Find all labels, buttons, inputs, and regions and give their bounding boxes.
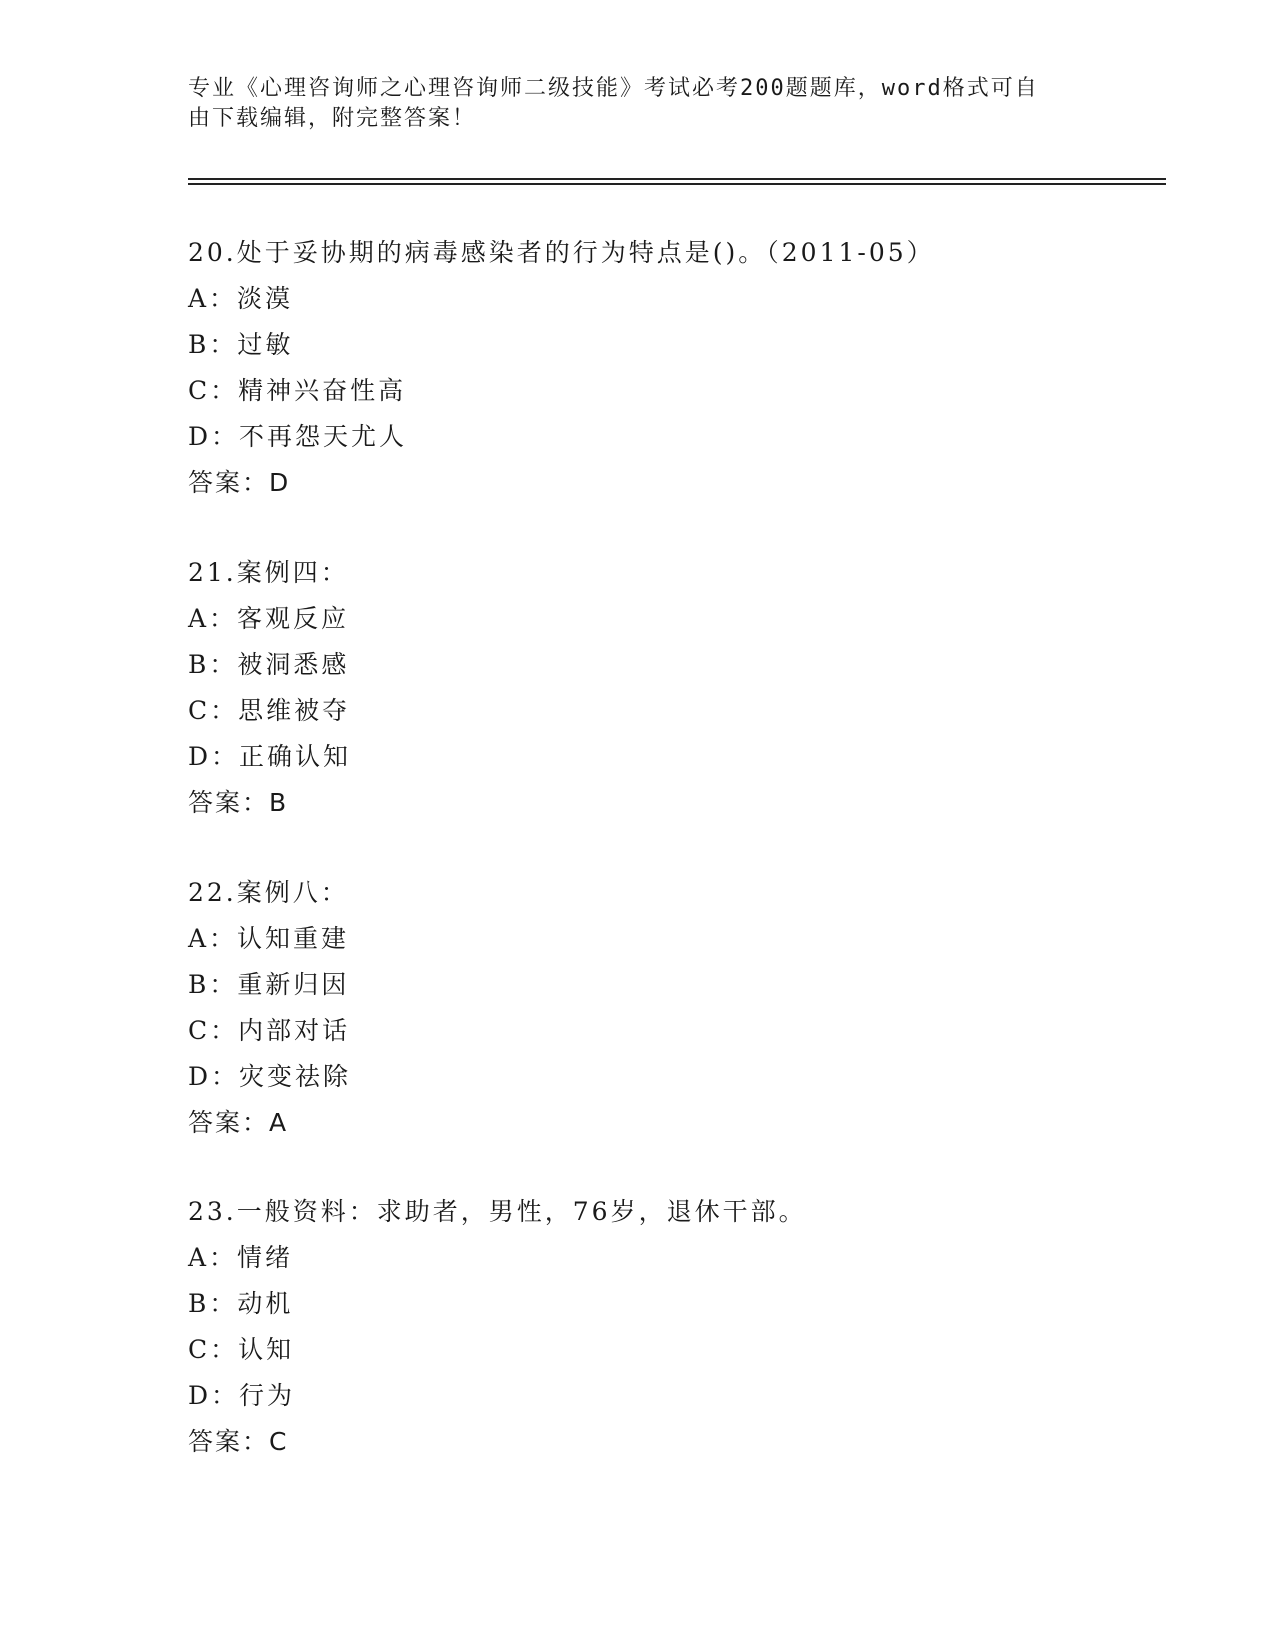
option-d: D：不再怨天尤人 (188, 422, 408, 451)
option-b: B：过敏 (188, 330, 294, 359)
header-divider-top (188, 178, 1166, 180)
option-b: B：动机 (188, 1289, 294, 1318)
question-20 (188, 230, 1128, 506)
option-d: D：灾变祛除 (188, 1062, 352, 1091)
option-a: A：认知重建 (188, 924, 350, 953)
answer-label: 答案：C (188, 1427, 289, 1456)
answer-label: 答案：D (188, 468, 291, 497)
option-c: C：思维被夺 (188, 696, 351, 725)
option-d: D：正确认知 (188, 742, 352, 771)
question-21 (188, 550, 1128, 826)
option-c: C：内部对话 (188, 1016, 351, 1045)
option-a: A：客观反应 (188, 604, 350, 633)
question-23 (188, 1189, 1128, 1465)
header-line-2: 由下载编辑，附完整答案！ (188, 106, 477, 131)
option-d: D：行为 (188, 1381, 296, 1410)
option-b: B：重新归因 (188, 970, 350, 999)
question-stem: 21.案例四： (188, 558, 349, 587)
option-a: A：情绪 (188, 1243, 294, 1272)
option-b: B：被洞悉感 (188, 650, 350, 679)
option-c: C：精神兴奋性高 (188, 376, 407, 405)
option-a: A：淡漠 (188, 284, 294, 313)
answer-label: 答案：A (188, 1108, 289, 1137)
question-stem: 20.处于妥协期的病毒感染者的行为特点是()。（2011-05） (188, 238, 935, 267)
header-divider-bottom (188, 183, 1166, 185)
document-header (188, 74, 1068, 134)
question-stem: 22.案例八： (188, 878, 349, 907)
answer-label: 答案：B (188, 788, 289, 817)
option-c: C：认知 (188, 1335, 295, 1364)
question-stem: 23.一般资料：求助者，男性，76岁，退休干部。 (188, 1197, 807, 1226)
header-line-1: 专业《心理咨询师之心理咨询师二级技能》考试必考200题题库，word格式可自 (188, 76, 1039, 101)
question-22 (188, 870, 1128, 1146)
